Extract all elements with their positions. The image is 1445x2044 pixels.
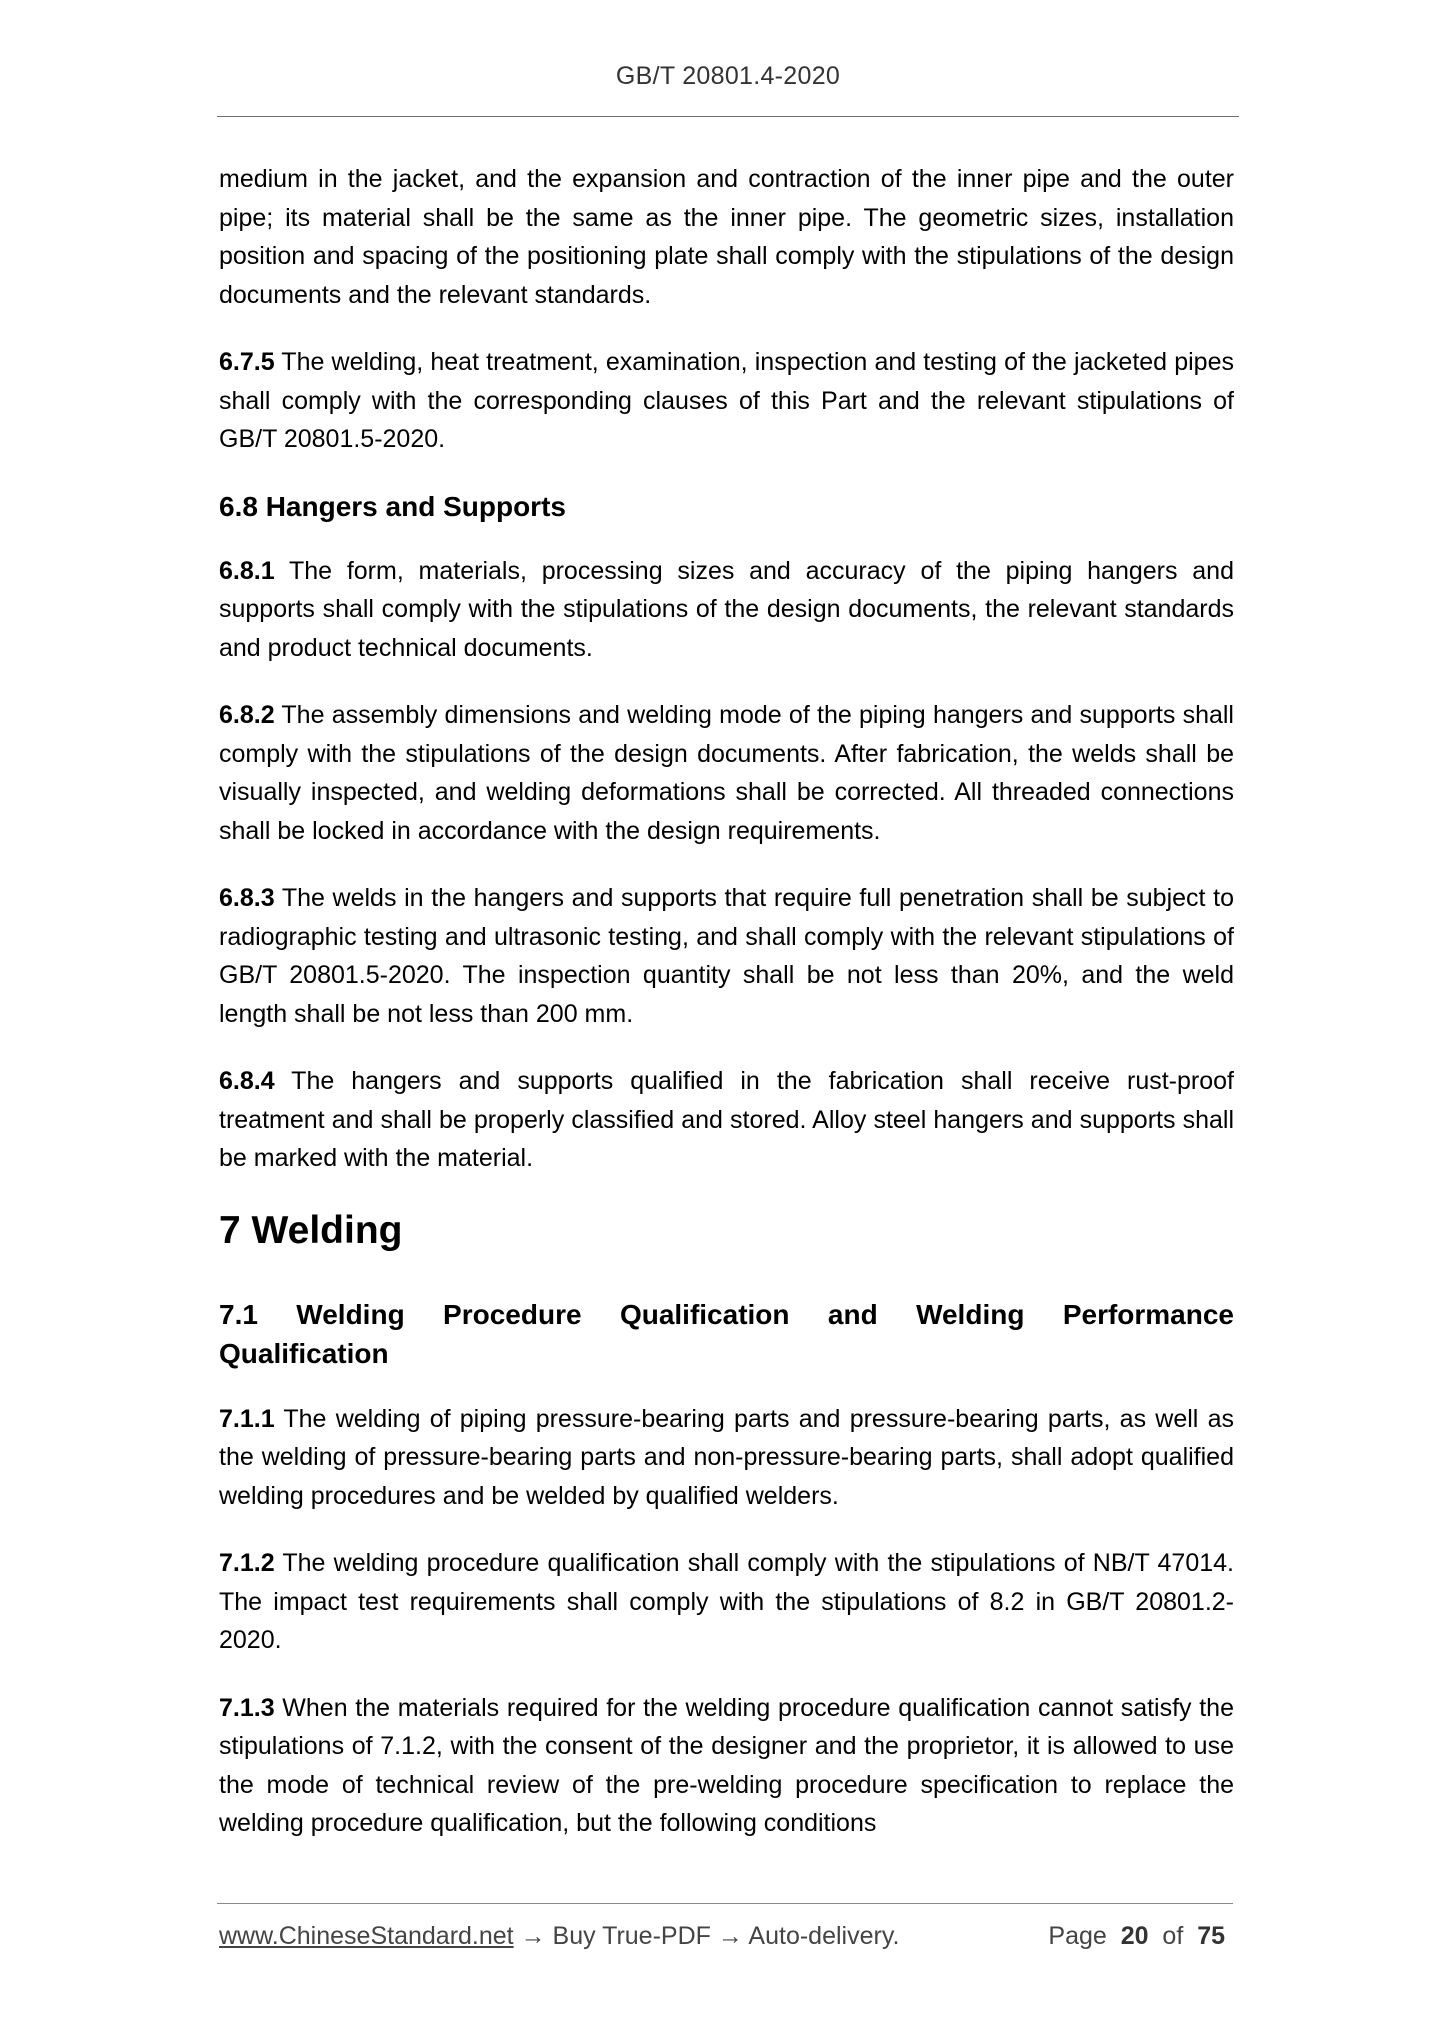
arrow-icon: → [710, 1922, 749, 1950]
page-label: Page [1048, 1922, 1107, 1950]
section-heading-7-1 [219, 1295, 1234, 1373]
clause-6-8-1 [219, 552, 1234, 668]
page-total: 75 [1197, 1922, 1225, 1950]
chapter-heading-7: 7 Welding [219, 1208, 403, 1252]
header-divider [217, 116, 1239, 117]
clause-number: 6.8.2 [219, 701, 275, 729]
clause-number: 6.8.4 [219, 1067, 275, 1095]
running-header: GB/T 20801.4-2020 [615, 62, 841, 90]
delivery-text: Auto-delivery. [748, 1922, 900, 1950]
clause-text: The welds in the hangers and supports that require full penetration shall be subject to radiographic testing and ultrasonic testing, and shall comply with the relevant stipulations of GB/T 20801.5-2020. The inspection quantity shall be not less than 20%, and the weld length shall be not less than 200 mm. [219, 884, 1234, 1028]
clause-7-1-3 [219, 1689, 1234, 1843]
clause-6-8-3 [219, 879, 1234, 1033]
clause-7-1-2 [219, 1544, 1234, 1660]
heading-line-2: Qualification [219, 1337, 389, 1369]
buy-text: Buy True-PDF [552, 1922, 711, 1950]
document-body [219, 160, 1234, 1872]
of-label: of [1162, 1922, 1184, 1950]
clause-6-8-4 [219, 1062, 1234, 1178]
clause-number: 7.1.3 [219, 1693, 275, 1722]
footer-links [219, 1922, 899, 1951]
clause-7-1-1 [219, 1400, 1234, 1516]
clause-text: The hangers and supports qualified in the fabrication shall receive rust-proof treatment and shall be properly classified and stored. Alloy steel hangers and supports shall be marked with the material. [219, 1067, 1234, 1172]
clause-number: 6.8.1 [219, 556, 275, 585]
clause-text: The welding procedure qualification shall comply with the stipulations of NB/T 47014. The impact test requirements shall comply with the stipulations of 8.2 in GB/T 20801.2-2020. [219, 1549, 1234, 1654]
clause-6-8-2 [219, 696, 1234, 850]
clause-text: The form, materials, processing sizes and accuracy of the piping hangers and supports shall comply with the stipulations of the design documents, the relevant standards and product technical documents. [219, 556, 1234, 662]
clause-text: When the materials required for the welding procedure qualification cannot satisfy the stipulations of 7.1.2, with the consent of the designer and the proprietor, it is allowed to use the mode of technical review of the pre-welding procedure specification to replace the welding procedure qualification, but the following conditions [219, 1693, 1234, 1837]
clause-text: The welding, heat treatment, examination, inspection and testing of the jacketed pipes shall comply with the corresponding clauses of this Part and the relevant stipulations of GB/T 20801.5-2020. [219, 348, 1234, 453]
clause-number: 6.7.5 [219, 348, 275, 376]
section-heading-6-8: 6.8 Hangers and Supports [219, 490, 566, 522]
website-link[interactable]: www.ChineseStandard.net [219, 1922, 514, 1950]
clause-number: 6.8.3 [219, 884, 275, 912]
page-number: 20 [1120, 1922, 1149, 1950]
clause-number: 7.1.2 [219, 1549, 275, 1577]
page-indicator [1048, 1922, 1225, 1951]
clause-number: 7.1.1 [219, 1404, 275, 1433]
heading-line-1: 7.1 Welding Procedure Qualification and Welding Performance [219, 1298, 1234, 1330]
clause-6-7-5 [219, 343, 1234, 459]
paragraph-continued: medium in the jacket, and the expansion and contraction of the inner pipe and the outer pipe; its material shall be the same as the inner pipe. The geometric sizes, installation position and spacing of the positioning plate shall comply with the stipulations of the design documents and the relevant standards. [219, 165, 1234, 309]
arrow-icon: → [513, 1922, 553, 1950]
clause-text: The welding of piping pressure-bearing parts and pressure-bearing parts, as well as the welding of pressure-bearing parts and non-pressure-bearing parts, shall adopt qualified welding procedures and be welded by qualified welders. [219, 1404, 1234, 1510]
clause-text: The assembly dimensions and welding mode of the piping hangers and supports shall comply with the stipulations of the design documents. After fabrication, the welds shall be visually inspected, and welding deformations shall be corrected. All threaded connections shall be locked in accordance with the design requirements. [219, 701, 1234, 845]
footer-divider [217, 1903, 1233, 1904]
